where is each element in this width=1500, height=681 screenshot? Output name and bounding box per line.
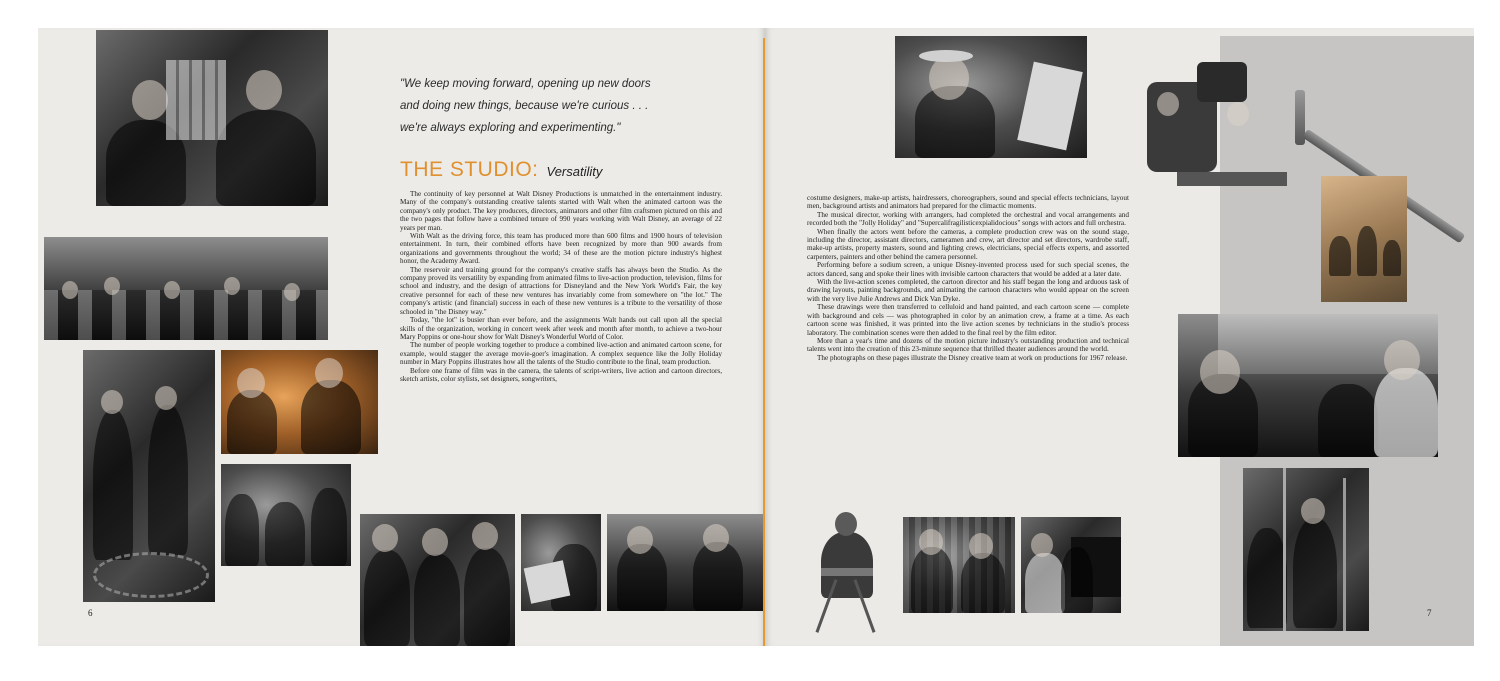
- quote-line-3: we're always exploring and experimenting.": [400, 122, 621, 134]
- left-body-column: [400, 190, 722, 383]
- photo-dancers-color: [1321, 176, 1407, 302]
- pull-quote: [400, 73, 700, 139]
- right-paragraph: With the live-action scenes completed, the cartoon director and his staff began the long and arduous task of drawing layouts, painting backgrounds, and animating the cartoon characters who would appear on the screen with the very live Julie Andrews and Dick Van Dyke.: [807, 278, 1129, 303]
- right-paragraph: More than a year's time and dozens of the motion picture industry's outstanding production and technical talents went into the creation of this 23-minute sequence that thrilled theater audiences around the world.: [807, 336, 1129, 354]
- photo-artist-drawing: [521, 514, 601, 611]
- heading-main: THE STUDIO:: [400, 158, 539, 181]
- book-spread: [38, 28, 1474, 646]
- page-number-left: 6: [88, 608, 93, 618]
- left-paragraph: Today, "the lot" is busier than ever before, and the assignments Walt hands out call upon all the special skills of the organization, working in concert week after week and month after month, to achieve a two-hour Mary Poppins or one-hour show for Walt Disney's Wonderful World of Color.: [400, 316, 722, 341]
- left-paragraph: The number of people working together to produce a combined live-action and animated cartoon scene, for example, would stagger the average movie-goer's imagination. A complex sequence like the Jolly Holiday number in Mary Poppins illustrates how all the talents of the Studio contribute to the final, team production.: [400, 341, 722, 367]
- right-paragraph: Performing before a sodium screen, a unique Disney-invented process used for such special scenes, the actors danced, sang and spoke their lines with invisible cartoon characters that would be added at a later date.: [807, 261, 1129, 278]
- photo-three-men: [360, 514, 515, 646]
- photo-two-men-wide: [607, 514, 764, 611]
- photo-orange-studio: [221, 350, 378, 454]
- right-paragraph: When finally the actors went before the cameras, a complete production crew was on the sound stage, including the director, assistant directors, cameramen and crew, art director and set directors, wardrobe staff, make-up artists, property masters, sound and lighting crews, electricians, special effects experts, and assorted carpenters, painters and other behind the camera personnel.: [807, 227, 1129, 261]
- left-page: [38, 28, 765, 646]
- photo-screening-room: [44, 237, 328, 340]
- left-paragraph: With Walt as the driving force, this team has produced more than 600 films and 1900 hours of television entertainment. In turn, their combined efforts have been recognized by more than 900 awards from organizations and governments throughout the world; 34 of these are the motion picture industry's highest honor, the Academy Award.: [400, 232, 722, 266]
- right-paragraph: costume designers, make-up artists, hairdressers, choreographers, sound and special effects technicians, layout men, background artists and animators had prepared for the climactic moments.: [807, 194, 1129, 211]
- left-paragraph: The continuity of key personnel at Walt Disney Productions is unmatched in the entertainment industry. Many of the company's outstanding creative talents started with Walt when the animated cartoon was the company's only product. The key producers, directors, animators and other film craftsmen pictured on this and the two pages that follow have a combined tenure of 990 years working with Walt Disney, an average of 22 years per man.: [400, 190, 722, 232]
- photo-men-on-set: [83, 350, 215, 602]
- photo-man-with-hat-reading: [895, 36, 1087, 158]
- photo-storyboard-meeting: [96, 30, 328, 206]
- photo-screening-men: [1178, 314, 1438, 457]
- right-paragraph: These drawings were then transferred to celluloid and hand painted, and each cartoon scene — complete with background and cels — was photographed in color by an animation crew, a frame at a time. As each cartoon scene was finished, it was printed into the live action scenes by technicians in the studio's process laboratory. The combination scenes were then added to the final reel by the film editor.: [807, 303, 1129, 337]
- photo-director-chair: [801, 508, 893, 636]
- photo-camera-crane: [1137, 62, 1297, 192]
- photo-group-outdoors: [221, 464, 351, 566]
- heading-sub: Versatility: [546, 164, 603, 179]
- page-number-right: 7: [1427, 608, 1432, 618]
- section-heading: [400, 158, 602, 182]
- photo-two-men-film-vault: [903, 517, 1015, 613]
- page-fold: [763, 38, 765, 646]
- right-page: [765, 28, 1474, 646]
- quote-line-1: "We keep moving forward, opening up new doors: [400, 78, 651, 90]
- right-paragraph: The musical director, working with arrangers, had completed the orchestral and vocal arrangements and recorded both the "Jolly Holiday" and "Supercalifragilisticexpialidocious" songs with actors and full orchestra.: [807, 210, 1129, 228]
- photo-men-at-piano: [1021, 517, 1121, 613]
- right-paragraph: The photographs on these pages illustrate the Disney creative team at work on productions for 1967 release.: [817, 353, 1128, 362]
- quote-line-2: and doing new things, because we're curious . . .: [400, 100, 649, 112]
- photo-film-crew: [1243, 468, 1369, 631]
- left-paragraph: The reservoir and training ground for the company's creative staffs has always been the Studio. As the company proved its versatility by expanding from animated films to live-action production, television, films for school and industry, and the design of attractions for Disneyland and the New York World's Fair, the key creative personnel for each of these new ventures has invariably come from somewhere on "the lot." The company's artistic (and financial) success in each of these new ventures is a tribute to the versatility of those schooled in "the Disney way.": [400, 265, 722, 316]
- left-paragraph: Before one frame of film was in the camera, the talents of script-writers, live action and cartoon directors, sketch artists, color stylists, set designers, songwriters,: [400, 366, 722, 383]
- right-body-column: [807, 194, 1129, 362]
